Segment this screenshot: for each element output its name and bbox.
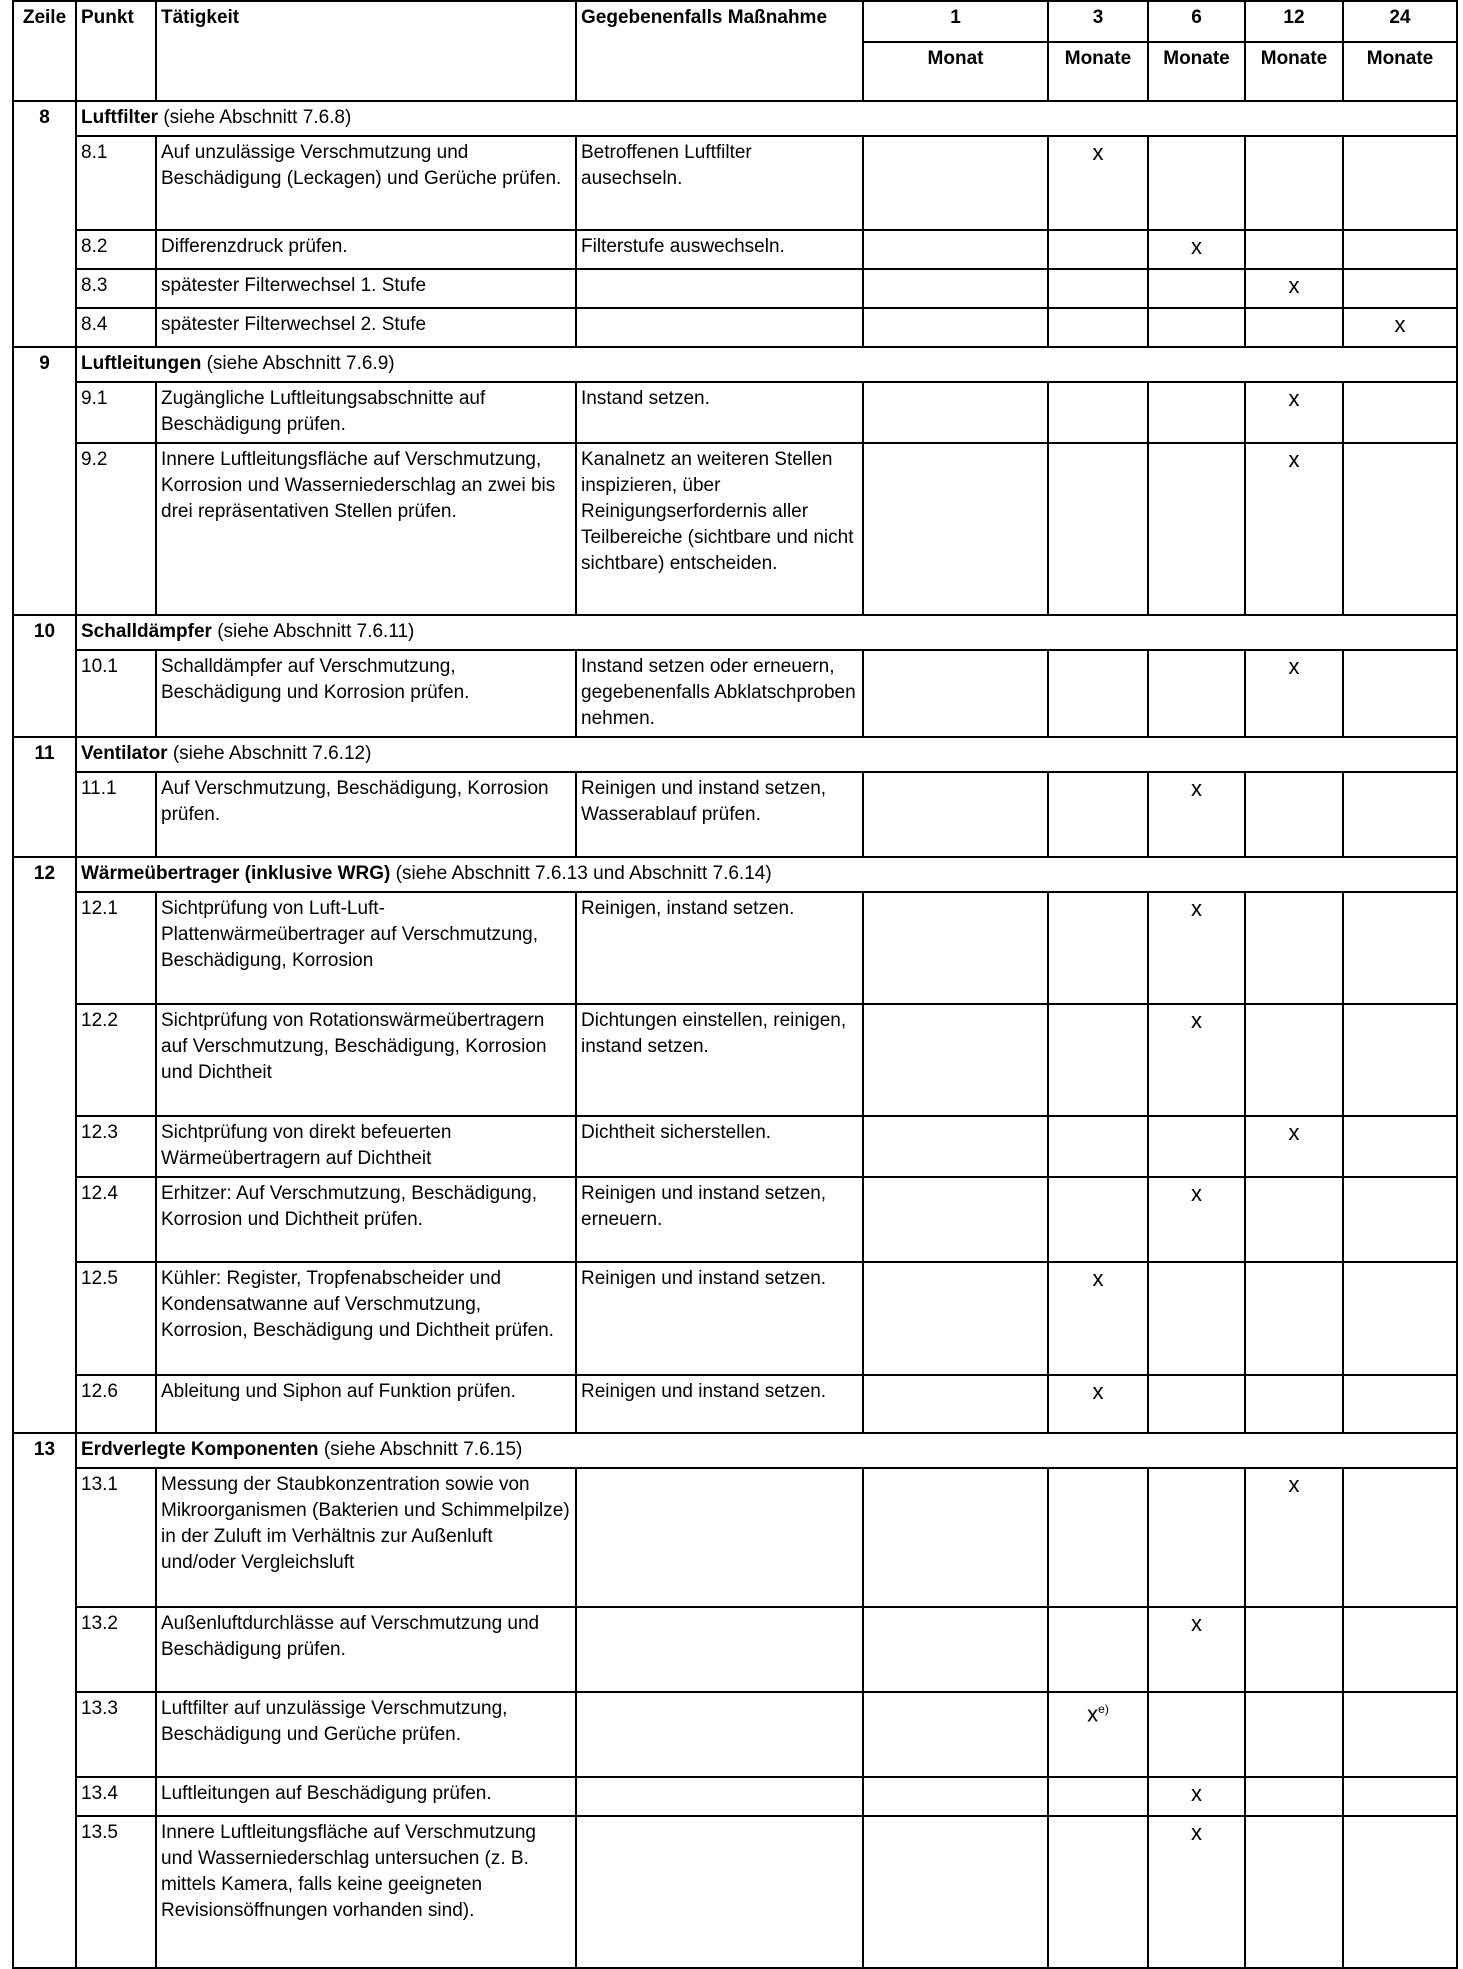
item-massnahme: [576, 1816, 863, 1968]
table-row: [13, 650, 1457, 737]
item-massnahme: [576, 1468, 863, 1607]
interval-cell-1: [863, 136, 1048, 230]
item-taetigkeit: Sichtprüfung von direkt befeuerten Wärmeübertragern auf Dichtheit: [156, 1116, 576, 1177]
item-punkt: 12.4: [76, 1177, 156, 1262]
interval-cell-1: [863, 1468, 1048, 1607]
item-massnahme: Reinigen und instand setzen, erneuern.: [576, 1177, 863, 1262]
interval-cell-6: [1148, 443, 1245, 615]
interval-cell-3: [1048, 1375, 1148, 1433]
item-punkt: 11.1: [76, 772, 156, 857]
item-massnahme: Dichtheit sicherstellen.: [576, 1116, 863, 1177]
item-punkt: 9.1: [76, 382, 156, 443]
interval-cell-6: [1148, 1692, 1245, 1777]
header-zeile: Zeile: [13, 1, 76, 101]
item-punkt: 12.6: [76, 1375, 156, 1433]
interval-cell-12: [1245, 382, 1343, 443]
interval-cell-24: [1343, 1177, 1457, 1262]
item-massnahme: Reinigen und instand setzen.: [576, 1262, 863, 1375]
interval-cell-1: [863, 1375, 1048, 1433]
item-massnahme: Kanalnetz an weiteren Stellen inspizieren, über Reinigungserfordernis aller Teilbereiche (sichtbare und nicht sichtbare) entscheiden.: [576, 443, 863, 615]
item-massnahme: [576, 1692, 863, 1777]
interval-cell-12: [1245, 1262, 1343, 1375]
group-reference: (siehe Abschnitt 7.6.11): [211, 621, 415, 642]
item-massnahme: Instand setzen.: [576, 382, 863, 443]
item-punkt: 13.3: [76, 1692, 156, 1777]
interval-cell-24: [1343, 443, 1457, 615]
interval-cell-3: [1048, 1607, 1148, 1692]
table-row: [13, 892, 1457, 1004]
check-mark: x: [1191, 1008, 1202, 1033]
group-title: Erdverlegte Komponenten: [81, 1439, 319, 1460]
check-mark: x: [1288, 447, 1300, 472]
group-title: Schalldämpfer: [81, 621, 212, 642]
interval-cell-6: [1148, 1375, 1245, 1433]
check-mark: x: [1191, 1781, 1202, 1806]
interval-cell-6: [1148, 650, 1245, 737]
group-title-cell: [76, 615, 1457, 650]
group-number: 8: [13, 101, 76, 347]
item-punkt: 10.1: [76, 650, 156, 737]
interval-cell-1: [863, 382, 1048, 443]
check-mark: x: [1087, 1701, 1099, 1727]
header-unit-3: Monate: [1048, 42, 1148, 101]
interval-cell-3: [1048, 892, 1148, 1004]
group-number: 12: [13, 857, 76, 1433]
table-row: [13, 1468, 1457, 1607]
interval-cell-1: [863, 1816, 1048, 1968]
item-taetigkeit: Innere Luftleitungsfläche auf Verschmutzung und Wasserniederschlag untersuchen (z. B. mittels Kamera, falls keine geeigneten Revisionsöffnungen vorhanden sind).: [156, 1816, 576, 1968]
interval-cell-6: [1148, 1116, 1245, 1177]
maintenance-table: [12, 0, 1458, 1969]
maintenance-table-page: [12, 0, 1456, 1969]
interval-cell-3: [1048, 443, 1148, 615]
header-unit-24: Monate: [1343, 42, 1457, 101]
item-massnahme: Dichtungen einstellen, reinigen, instand setzen.: [576, 1004, 863, 1116]
item-punkt: 8.4: [76, 308, 156, 347]
interval-cell-3: [1048, 382, 1148, 443]
item-taetigkeit: spätester Filterwechsel 2. Stufe: [156, 308, 576, 347]
item-taetigkeit: Sichtprüfung von Luft-Luft-Plattenwärmeübertrager auf Verschmutzung, Beschädigung, Korrosion: [156, 892, 576, 1004]
interval-cell-12: [1245, 892, 1343, 1004]
table-row: [13, 1177, 1457, 1262]
item-taetigkeit: Luftleitungen auf Beschädigung prüfen.: [156, 1777, 576, 1816]
header-row-1: [13, 1, 1457, 42]
item-punkt: 9.2: [76, 443, 156, 615]
interval-cell-1: [863, 1692, 1048, 1777]
interval-cell-12: [1245, 1468, 1343, 1607]
check-mark: x: [1191, 896, 1202, 921]
group-title: Luftfilter: [81, 107, 159, 128]
item-taetigkeit: Differenzdruck prüfen.: [156, 230, 576, 269]
interval-cell-1: [863, 1004, 1048, 1116]
interval-cell-12: [1245, 1692, 1343, 1777]
header-unit-1: Monat: [863, 42, 1048, 101]
group-number: 13: [13, 1433, 76, 1968]
interval-cell-1: [863, 1262, 1048, 1375]
check-mark: x: [1191, 1820, 1202, 1845]
interval-cell-12: [1245, 1777, 1343, 1816]
interval-cell-24: [1343, 1375, 1457, 1433]
item-punkt: 13.5: [76, 1816, 156, 1968]
interval-cell-6: [1148, 308, 1245, 347]
item-punkt: 13.4: [76, 1777, 156, 1816]
item-taetigkeit: Erhitzer: Auf Verschmutzung, Beschädigung, Korrosion und Dichtheit prüfen.: [156, 1177, 576, 1262]
interval-cell-12: [1245, 650, 1343, 737]
group-title: Ventilator: [81, 743, 168, 764]
interval-cell-1: [863, 230, 1048, 269]
interval-cell-6: [1148, 382, 1245, 443]
interval-cell-24: [1343, 1004, 1457, 1116]
item-taetigkeit: Außenluftdurchlässe auf Verschmutzung und Beschädigung prüfen.: [156, 1607, 576, 1692]
header-unit-12: Monate: [1245, 42, 1343, 101]
group-reference: (siehe Abschnitt 7.6.8): [158, 107, 352, 128]
item-taetigkeit: Auf Verschmutzung, Beschädigung, Korrosion prüfen.: [156, 772, 576, 857]
interval-cell-12: [1245, 1816, 1343, 1968]
item-punkt: 12.1: [76, 892, 156, 1004]
item-punkt: 13.1: [76, 1468, 156, 1607]
item-massnahme: Reinigen und instand setzen.: [576, 1375, 863, 1433]
item-taetigkeit: Zugängliche Luftleitungsabschnitte auf Beschädigung prüfen.: [156, 382, 576, 443]
interval-cell-24: [1343, 1692, 1457, 1777]
interval-cell-24: [1343, 650, 1457, 737]
check-mark: x: [1288, 654, 1300, 679]
interval-cell-6: [1148, 1607, 1245, 1692]
check-mark: x: [1394, 312, 1406, 337]
check-mark: x: [1288, 1120, 1300, 1145]
interval-cell-6: [1148, 892, 1245, 1004]
table-row: [13, 1777, 1457, 1816]
table-row: [13, 1262, 1457, 1375]
group-row: [13, 347, 1457, 382]
interval-cell-3: [1048, 1816, 1148, 1968]
table-row: [13, 269, 1457, 308]
interval-cell-3: [1048, 1177, 1148, 1262]
table-row: [13, 136, 1457, 230]
interval-cell-3: [1048, 1777, 1148, 1816]
group-title-cell: [76, 347, 1457, 382]
interval-cell-3: [1048, 269, 1148, 308]
interval-cell-3: [1048, 1004, 1148, 1116]
table-row: [13, 1375, 1457, 1433]
interval-cell-3: [1048, 1692, 1148, 1777]
interval-cell-24: [1343, 1468, 1457, 1607]
group-title-cell: [76, 101, 1457, 136]
group-number: 9: [13, 347, 76, 615]
interval-cell-3: [1048, 230, 1148, 269]
check-mark: x: [1288, 1472, 1300, 1497]
interval-cell-3: [1048, 1468, 1148, 1607]
header-interval-1: 1: [863, 1, 1048, 42]
interval-cell-1: [863, 443, 1048, 615]
header-interval-24: 24: [1343, 1, 1457, 42]
interval-cell-24: [1343, 892, 1457, 1004]
group-row: [13, 737, 1457, 772]
table-row: [13, 1816, 1457, 1968]
interval-cell-6: [1148, 1468, 1245, 1607]
group-row: [13, 1433, 1457, 1468]
interval-cell-12: [1245, 136, 1343, 230]
interval-cell-6: [1148, 230, 1245, 269]
interval-cell-6: [1148, 269, 1245, 308]
item-massnahme: Instand setzen oder erneuern, gegebenenfalls Abklatschproben nehmen.: [576, 650, 863, 737]
interval-cell-24: [1343, 1777, 1457, 1816]
interval-cell-3: [1048, 650, 1148, 737]
table-row: [13, 772, 1457, 857]
table-row: [13, 308, 1457, 347]
table-row: [13, 1692, 1457, 1777]
table-row: [13, 443, 1457, 615]
group-row: [13, 857, 1457, 892]
interval-cell-12: [1245, 308, 1343, 347]
interval-cell-3: [1048, 136, 1148, 230]
interval-cell-6: [1148, 1777, 1245, 1816]
item-massnahme: [576, 269, 863, 308]
group-title-cell: [76, 1433, 1457, 1468]
interval-cell-1: [863, 308, 1048, 347]
interval-cell-24: [1343, 772, 1457, 857]
interval-cell-3: [1048, 308, 1148, 347]
group-reference: (siehe Abschnitt 7.6.12): [167, 743, 372, 764]
item-punkt: 12.5: [76, 1262, 156, 1375]
interval-cell-24: [1343, 1116, 1457, 1177]
group-reference: (siehe Abschnitt 7.6.9): [201, 353, 395, 374]
interval-cell-1: [863, 892, 1048, 1004]
header-punkt: Punkt: [76, 1, 156, 101]
table-row: [13, 1116, 1457, 1177]
header-interval-6: 6: [1148, 1, 1245, 42]
interval-cell-6: [1148, 772, 1245, 857]
item-massnahme: [576, 308, 863, 347]
interval-cell-6: [1148, 1262, 1245, 1375]
group-row: [13, 101, 1457, 136]
header-interval-12: 12: [1245, 1, 1343, 42]
footnote-marker: e): [1098, 1702, 1109, 1716]
header-interval-3: 3: [1048, 1, 1148, 42]
item-taetigkeit: Sichtprüfung von Rotationswärmeübertragern auf Verschmutzung, Beschädigung, Korrosion und Dichtheit: [156, 1004, 576, 1116]
interval-cell-6: [1148, 1177, 1245, 1262]
interval-cell-12: [1245, 443, 1343, 615]
item-massnahme: Filterstufe auswechseln.: [576, 230, 863, 269]
item-taetigkeit: Schalldämpfer auf Verschmutzung, Beschädigung und Korrosion prüfen.: [156, 650, 576, 737]
item-punkt: 8.3: [76, 269, 156, 308]
item-punkt: 8.2: [76, 230, 156, 269]
interval-cell-12: [1245, 1177, 1343, 1262]
item-taetigkeit: Innere Luftleitungsfläche auf Verschmutzung, Korrosion und Wasserniederschlag an zwei bis drei repräsentativen Stellen prüfen.: [156, 443, 576, 615]
interval-cell-1: [863, 650, 1048, 737]
group-title-cell: [76, 737, 1457, 772]
interval-cell-24: [1343, 269, 1457, 308]
check-mark: x: [1092, 1266, 1104, 1291]
check-mark: x: [1191, 1181, 1202, 1206]
group-reference: (siehe Abschnitt 7.6.13 und Abschnitt 7.6.14): [390, 863, 772, 884]
table-row: [13, 1607, 1457, 1692]
interval-cell-3: [1048, 772, 1148, 857]
item-massnahme: [576, 1777, 863, 1816]
interval-cell-24: [1343, 382, 1457, 443]
interval-cell-24: [1343, 136, 1457, 230]
check-mark: x: [1288, 273, 1300, 298]
interval-cell-6: [1148, 136, 1245, 230]
check-mark: x: [1288, 386, 1300, 411]
interval-cell-12: [1245, 1607, 1343, 1692]
interval-cell-1: [863, 1177, 1048, 1262]
check-mark: x: [1191, 1611, 1202, 1636]
group-number: 10: [13, 615, 76, 737]
item-massnahme: [576, 1607, 863, 1692]
check-mark: x: [1191, 234, 1202, 259]
table-row: [13, 1004, 1457, 1116]
table-row: [13, 230, 1457, 269]
item-punkt: 12.2: [76, 1004, 156, 1116]
item-taetigkeit: Messung der Staubkonzentration sowie von Mikroorganismen (Bakterien und Schimmelpilze) in der Zuluft im Verhältnis zur Außenluft und/oder Vergleichsluft: [156, 1468, 576, 1607]
table-row: [13, 382, 1457, 443]
item-taetigkeit: Auf unzulässige Verschmutzung und Beschädigung (Leckagen) und Gerüche prüfen.: [156, 136, 576, 230]
interval-cell-1: [863, 269, 1048, 308]
interval-cell-12: [1245, 269, 1343, 308]
interval-cell-12: [1245, 1004, 1343, 1116]
check-mark: x: [1092, 1379, 1104, 1404]
interval-cell-24: [1343, 1607, 1457, 1692]
interval-cell-24: [1343, 308, 1457, 347]
item-taetigkeit: Kühler: Register, Tropfenabscheider und Kondensatwanne auf Verschmutzung, Korrosion, Beschädigung und Dichtheit prüfen.: [156, 1262, 576, 1375]
check-mark: x: [1092, 140, 1104, 165]
interval-cell-1: [863, 1116, 1048, 1177]
item-massnahme: Betroffenen Luftfilter ausechseln.: [576, 136, 863, 230]
interval-cell-1: [863, 1777, 1048, 1816]
item-massnahme: Reinigen, instand setzen.: [576, 892, 863, 1004]
interval-cell-1: [863, 1607, 1048, 1692]
header-unit-6: Monate: [1148, 42, 1245, 101]
interval-cell-24: [1343, 1816, 1457, 1968]
item-taetigkeit: spätester Filterwechsel 1. Stufe: [156, 269, 576, 308]
item-taetigkeit: Ableitung und Siphon auf Funktion prüfen.: [156, 1375, 576, 1433]
interval-cell-24: [1343, 1262, 1457, 1375]
interval-cell-1: [863, 772, 1048, 857]
interval-cell-12: [1245, 772, 1343, 857]
interval-cell-3: [1048, 1262, 1148, 1375]
interval-cell-6: [1148, 1816, 1245, 1968]
item-massnahme: Reinigen und instand setzen, Wasserablauf prüfen.: [576, 772, 863, 857]
item-punkt: 12.3: [76, 1116, 156, 1177]
interval-cell-12: [1245, 1375, 1343, 1433]
group-row: [13, 615, 1457, 650]
interval-cell-12: [1245, 1116, 1343, 1177]
group-number: 11: [13, 737, 76, 857]
group-title: Luftleitungen: [81, 353, 202, 374]
group-title: Wärmeübertrager (inklusive WRG): [81, 863, 391, 884]
header-massnahme: Gegebenenfalls Maßnahme: [576, 1, 863, 101]
interval-cell-12: [1245, 230, 1343, 269]
interval-cell-3: [1048, 1116, 1148, 1177]
header-taetigkeit: Tätigkeit: [156, 1, 576, 101]
item-punkt: 13.2: [76, 1607, 156, 1692]
interval-cell-6: [1148, 1004, 1245, 1116]
interval-cell-24: [1343, 230, 1457, 269]
group-reference: (siehe Abschnitt 7.6.15): [318, 1439, 523, 1460]
group-title-cell: [76, 857, 1457, 892]
item-taetigkeit: Luftfilter auf unzulässige Verschmutzung, Beschädigung und Gerüche prüfen.: [156, 1692, 576, 1777]
item-punkt: 8.1: [76, 136, 156, 230]
check-mark: x: [1191, 776, 1202, 801]
